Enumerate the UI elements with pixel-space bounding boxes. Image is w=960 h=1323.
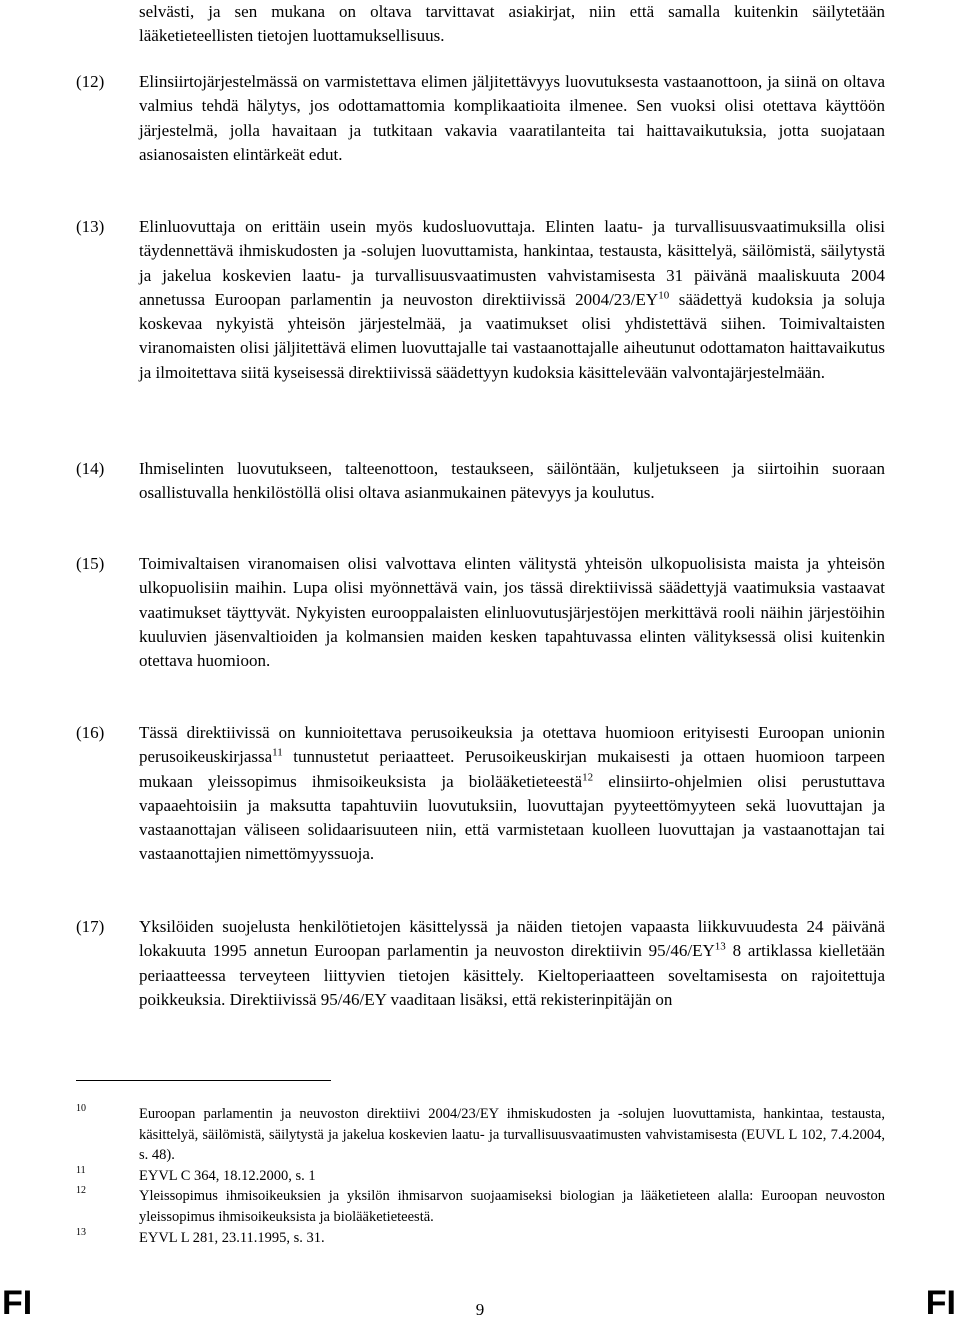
recital-text-part: Ihmiselinten luovutukseen, talteenottoon, testaukseen, säilöntään, kuljetukseen ja siirtoihin suoraan osallistuvalla henkilöstöllä olisi oltava asianmukainen pätevyys ja koulutus. xyxy=(139,459,885,503)
recital-number: (13) xyxy=(76,217,105,236)
footnote-text: EYVL C 364, 18.12.2000, s. 1 xyxy=(139,1168,316,1184)
recital-number: (15) xyxy=(76,554,105,573)
recital-text xyxy=(139,552,885,673)
footnote-number: 10 xyxy=(76,1103,86,1114)
footnote-ref-13[interactable]: 13 xyxy=(714,940,726,953)
recital-number: (16) xyxy=(76,723,105,742)
recital-number: (12) xyxy=(76,72,105,91)
recital-text xyxy=(139,915,885,1012)
recital-number: (17) xyxy=(76,917,105,936)
footnote-text: Yleissopimus ihmisoikeuksien ja yksilön ihmisarvon suojaamiseksi biologian ja lääketieteen alalla: Euroopan neuvoston yleissopimus ihmisoikeuksista ja biolääketieteestä. xyxy=(139,1188,885,1225)
footnote-number: 11 xyxy=(76,1165,86,1176)
footer-language-left: FI xyxy=(2,1284,33,1322)
footnote-separator xyxy=(76,1080,331,1081)
footnote-ref-12[interactable]: 12 xyxy=(582,770,594,783)
recital-text-part: Tässä direktiivissä on kunnioitettava perusoikeuksia ja otettava huomioon erityisesti Euroopan unionin perusoikeuskirjassa xyxy=(139,723,885,767)
recital-text xyxy=(139,721,885,867)
continued-paragraph-text: selvästi, ja sen mukana on oltava tarvittavat asiakirjat, niin että samalla kuitenkin säilytetään lääketieteellisten tietojen luottamuksellisuus. xyxy=(139,2,885,46)
page-number: 9 xyxy=(475,1300,485,1319)
footnote-text: EYVL L 281, 23.11.1995, s. 31. xyxy=(139,1230,325,1246)
recital-text-part: 8 artiklassa kielletään periaatteessa terveyteen liittyvien tietojen käsittely. Kieltoperiaatteen soveltamisesta on rajoitettuja poikkeuksia. Direktiivissä 95/46/EY vaaditaan lisäksi, että rekisterinpitäjän on xyxy=(139,941,885,1009)
footnote-ref-11[interactable]: 11 xyxy=(272,746,283,759)
recital-text xyxy=(139,215,885,385)
recital-text-part: Elinsiirtojärjestelmässä on varmistettava elimen jäljitettävyys luovutuksesta vastaanottoon, ja siinä on oltava valmius tehdä hälytys, jos odottamattomia komplikaatioita ilmenee. Sen vuoksi olisi otettava käyttöön järjestelmä, jolla havaitaan ja tutkitaan vakavia vaaratilanteita tai haittavaikutuksia, jotta suojataan asianosaisten elintärkeät edut. xyxy=(139,72,885,164)
recital-text-part: elinsiirto-ohjelmien olisi perustuttava vapaaehtoisiin ja maksutta tapahtuviin luovutuksiin, luovuttajan pyyteettömyyteen sekä luovuttajan ja vastaanottajan väliseen solidaarisuuteen niin, että varmistetaan kuolleen luovuttajan ja vastaanottajan tai vastaanottajien nimettömyyssuoja. xyxy=(139,771,885,864)
recital-text-part: tunnustetut periaatteet. Perusoikeuskirjan mukaisesti ja ottaen huomioon tarpeen mukaan yleissopimus ihmisoikeuksista ja biolääketieteestä xyxy=(139,747,885,791)
recital-text-part: Toimivaltaisen viranomaisen olisi valvottava elinten välitystä yhteisön ulkopuolisista maista ja yhteisön ulkopuolisiin maihin. Lupa olisi myönnettävä vain, jos tässä direktiivissä säädettyjä vaatimuksia vastaavat vaatimukset täyttyvät. Nykyisten eurooppalaisten elinluovutusjärjestöjen merkittävä rooli näihin järjestöihin kuuluvien jäsenvaltioiden ja kolmansien maiden kesken tapahtuvassa elinten välityksessä olisi kuitenkin otettava huomioon. xyxy=(139,554,885,671)
recital-number: (14) xyxy=(76,459,105,478)
recital-text xyxy=(139,457,885,506)
footnote-number: 13 xyxy=(76,1227,86,1238)
recital-text-part: Elinluovuttaja on erittäin usein myös kudosluovuttaja. Elinten laatu- ja turvallisuusvaatimuksilla olisi täydennettävä ihmiskudosten ja -solujen luovuttamista, hankintaa, testausta, käsittelyä, säilömistä, säilytystä ja jakelua koskevien laatu- ja turvallisuusvaatimusten vahvistamisesta 31 päivänä maaliskuuta 2004 annetussa Euroopan parlamentin ja neuvoston direktiivissä 2004/23/EY xyxy=(139,217,885,309)
footnote-text: Euroopan parlamentin ja neuvoston direktiivi 2004/23/EY ihmiskudosten ja -solujen luovuttamista, hankintaa, testausta, käsittelyä, säilömistä, säilytystä ja jakelua koskevien laatu- ja turvallisuusvaatimusten vahvistamisesta (EUVL L 102, 7.4.2004, s. 48). xyxy=(139,1106,885,1163)
footnote-ref-10[interactable]: 10 xyxy=(658,289,670,302)
footer-language-right: FI xyxy=(925,1284,956,1322)
recital-text-part: Yksilöiden suojelusta henkilötietojen käsittelyssä ja näiden tietojen vapaasta liikkuvuudesta 24 päivänä lokakuuta 1995 annetun Euroopan parlamentin ja neuvoston direktiivin 95/46/EY xyxy=(139,917,885,961)
recital-text xyxy=(139,70,885,167)
recital-text-part: säädettyä kudoksia ja soluja koskevaa nykyistä yhteisön järjestelmää, ja vaatimukset olisi yhdistettävä siihen. Toimivaltaisten viranomaisten olisi jäljitettävä elimen luovuttajalle tai vastaanottajalle aiheutunut odottamaton haittavaikutus ja ilmoitettava siitä kyseisessä direktiivissä säädettyyn kudoksia käsittelevään valvontajärjestelmään. xyxy=(139,289,885,382)
footnote-number: 12 xyxy=(76,1185,86,1196)
